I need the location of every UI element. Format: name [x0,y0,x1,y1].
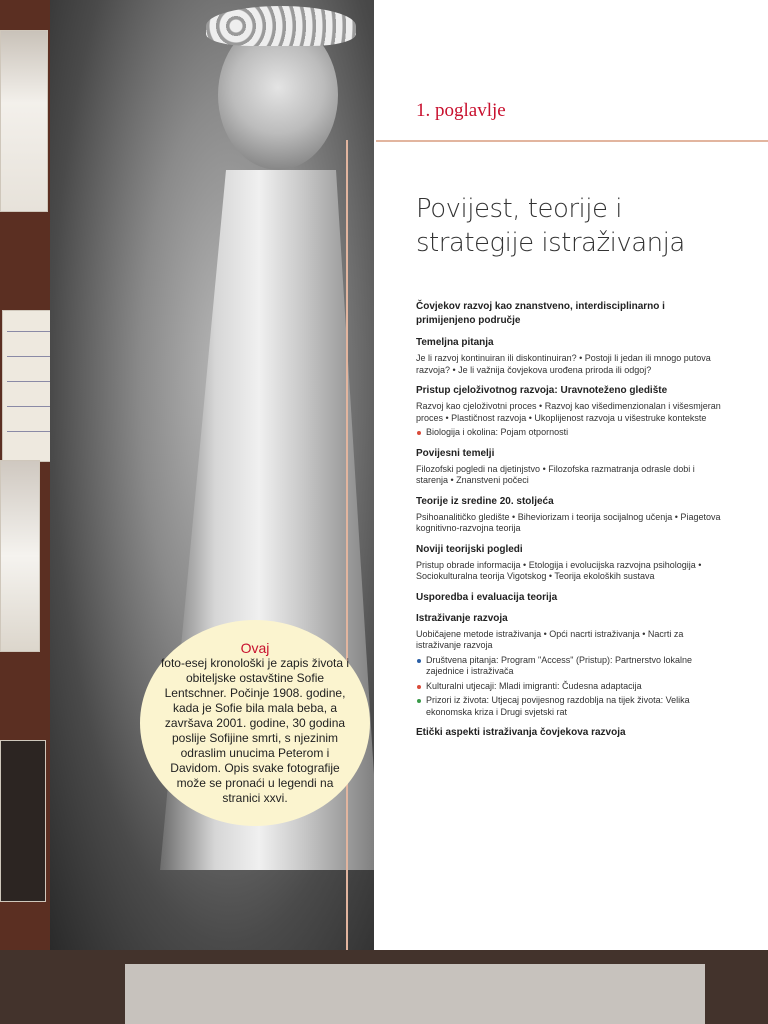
page-title: Povijest, teorije i strategije istraživanja [416,194,685,258]
section-heading: Povijesni temelji [416,447,495,459]
boxed-feature: Društvena pitanja: Program "Access" (Pristup): Partnerstvo lokalne zajednice i istraživača [416,655,721,678]
edge-photo-portrait [0,30,48,212]
boxed-feature: Prizori iz života: Utjecaj povijesnog razdoblja na tijek života: Velika ekonomska kriza i Drugi svjetski rat [416,695,721,718]
caption-text: foto-esej kronološki je zapis života i obiteljske ostavštine Sofie Lentschner. Počinje 1908. godine, kada je Sofie bila mala beba, a završava 2001. godine, 30 godina poslije Sofijine smrti, s njezinim odraslim unucima Peterom i Davidom. Opis svake fotografije može se pronaći u legendi na stranici xxvi. [160,655,350,805]
section-body: Psihoanalitičko gledište • Biheviorizam i teorija socijalnog učenja • Piagetova kognitivno-razvojna teorija [416,511,721,533]
edge-photo-family [0,740,46,902]
chapter-contents [416,300,721,739]
section-body: Uobičajene metode istraživanja • Opći nacrti istraživanja • Nacrti za istraživanje razvoja [416,628,684,650]
boxed-feature: Biologija i okolina: Pojam otpornosti [416,427,721,439]
chapter-label: 1. poglavlje [416,100,506,121]
section-body: Pristup obrade informacija • Etologija i evolucijska razvojna psihologija • Sociokulturalna teorija Vigotskog • Teorija ekoloških sustava [416,559,702,581]
section-heading: Usporedba i evaluacija teorija [416,591,558,603]
section-body: Filozofski pogledi na djetinjstvo • Filozofska razmatranja odrasle dobi i starenja • Znanstveni počeci [416,463,695,485]
section-heading: Istraživanje razvoja [416,612,508,624]
section-body: Razvoj kao cjeloživotni proces • Razvoj kao višedimenzionalan i višesmjeran proces • Plastičnost razvoja • Ukoplijenost razvoja u višestruke kontekste [416,401,721,423]
section-heading: Temeljna pitanja [416,337,494,348]
final-heading: Etički aspekti istraživanja čovjekova razvoja [416,727,626,738]
scanner-tray [125,964,705,1024]
section-heading: Teorije iz sredine 20. stoljeća [416,495,554,507]
boxed-feature: Kulturalni utjecaji: Mladi imigranti: Čudesna adaptacija [416,681,721,693]
section-heading: Noviji teorijski pogledi [416,543,523,555]
edge-photo-document [2,310,56,462]
contents-section [416,384,721,439]
caption-first-word: Ovaj [240,639,270,656]
contents-section [416,447,721,487]
frame-line-horizontal [376,140,768,142]
contents-section [416,612,721,719]
edge-photo-bride [0,460,40,652]
frame-line-vertical [346,140,348,950]
flower-crown [206,6,356,46]
page-bottom-edge [0,950,768,1024]
section-heading: Pristup cjeloživotnog razvoja: Uravnoteženo gledište [416,385,668,396]
section-body: Je li razvoj kontinuiran ili diskontinuiran? • Postoji li jedan ili mnogo putova razvoja? • Je li važnija čovjekova urođena priroda ili odgoj? [416,353,711,375]
photo-caption [140,620,370,826]
contents-section [416,591,721,604]
contents-section [416,495,721,535]
contents-section [416,336,721,376]
contents-section [416,543,721,583]
contents-intro: Čovjekov razvoj kao znanstveno, interdisciplinarno i primijenjeno područje [416,301,665,326]
